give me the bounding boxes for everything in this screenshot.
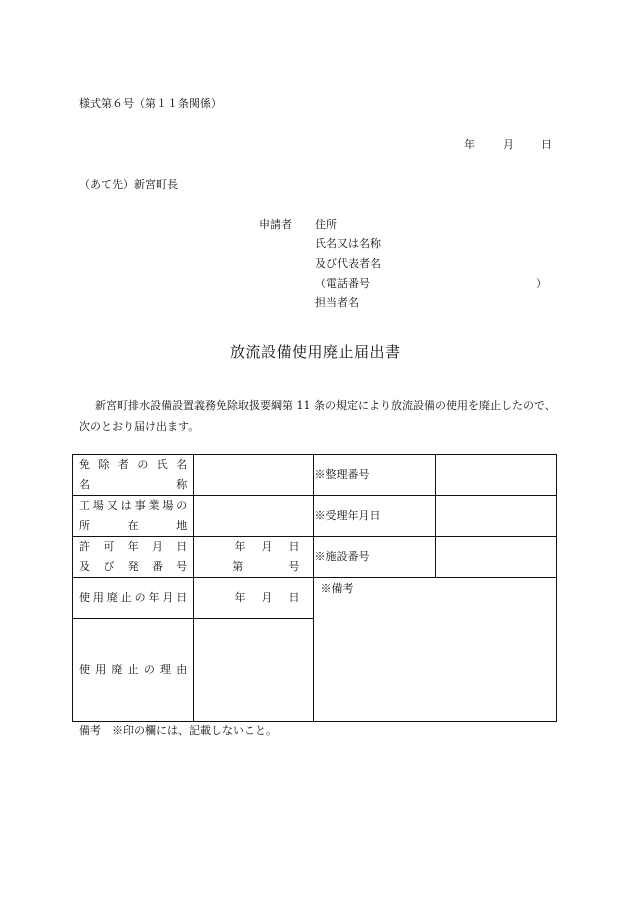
row5-label: 使 用 廃 止 の 理 由 xyxy=(73,619,194,722)
date-year: 年 xyxy=(464,138,475,151)
remarks-cell xyxy=(314,578,557,722)
abolition-date-field[interactable] xyxy=(194,578,314,619)
applicant-phone-close: ） xyxy=(536,277,547,290)
row4-label: 使 用 廃 止 の 年 月 日 xyxy=(73,578,194,619)
row3-label xyxy=(73,537,194,578)
applicant-name-field[interactable] xyxy=(194,455,314,496)
received-date-field xyxy=(435,496,556,537)
received-date-label: ※受理年月日 xyxy=(314,496,435,537)
applicant-address: 住所 xyxy=(315,218,337,231)
row2-label-b: 所 在 地 xyxy=(79,519,188,532)
table-row xyxy=(73,578,557,619)
permit-number: 第 号 xyxy=(232,560,300,573)
row1-label xyxy=(73,455,194,496)
facility-number-field xyxy=(435,537,556,578)
applicant-contact: 担当者名 xyxy=(315,296,359,309)
applicant-name-2: 及び代表者名 xyxy=(315,257,381,270)
abolition-reason-field[interactable] xyxy=(194,619,314,722)
ref-number-field xyxy=(435,455,556,496)
table-row xyxy=(73,496,557,537)
row3-label-a: 許 可 年 月 日 xyxy=(79,540,188,553)
body-text: 新宮町排水設備設置義務免除取扱要綱第 11 条の規定により放流設備の使用を廃止したので、次のとおり届け出ます。 xyxy=(79,399,556,433)
form-number: 様式第６号（第１１条関係） xyxy=(79,97,222,110)
ref-number-label: ※整理番号 xyxy=(314,455,435,496)
footnote: 備考 ※印の欄には、記載しないこと。 xyxy=(79,724,277,737)
facility-number-label: ※施設番号 xyxy=(314,537,435,578)
applicant-name-1: 氏名又は名称 xyxy=(315,237,381,250)
applicant-label: 申請者 xyxy=(259,218,292,231)
row2-label-a: 工 場 又 は 事 業 場 の xyxy=(79,499,188,512)
abolition-date: 年 月 日 xyxy=(234,591,300,604)
application-table xyxy=(72,454,557,722)
applicant-phone-open: （電話番号 xyxy=(315,277,370,290)
row1-label-b: 名 称 xyxy=(79,478,188,491)
factory-location-field[interactable] xyxy=(194,496,314,537)
date-day: 日 xyxy=(541,138,552,151)
row2-label xyxy=(73,496,194,537)
permit-date: 年 月 日 xyxy=(234,540,300,553)
remarks-label: ※備考 xyxy=(320,582,354,595)
row1-label-a: 免 除 者 の 氏 名 xyxy=(79,458,188,471)
addressee: （あて先）新宮町長 xyxy=(79,178,178,191)
table-row xyxy=(73,455,557,496)
permit-date-number-field[interactable] xyxy=(194,537,314,578)
row3-label-b: 及 び 発 番 号 xyxy=(79,560,188,573)
document-title: 放流設備使用廃止届出書 xyxy=(230,343,401,361)
date-month: 月 xyxy=(503,138,514,151)
table-row xyxy=(73,537,557,578)
